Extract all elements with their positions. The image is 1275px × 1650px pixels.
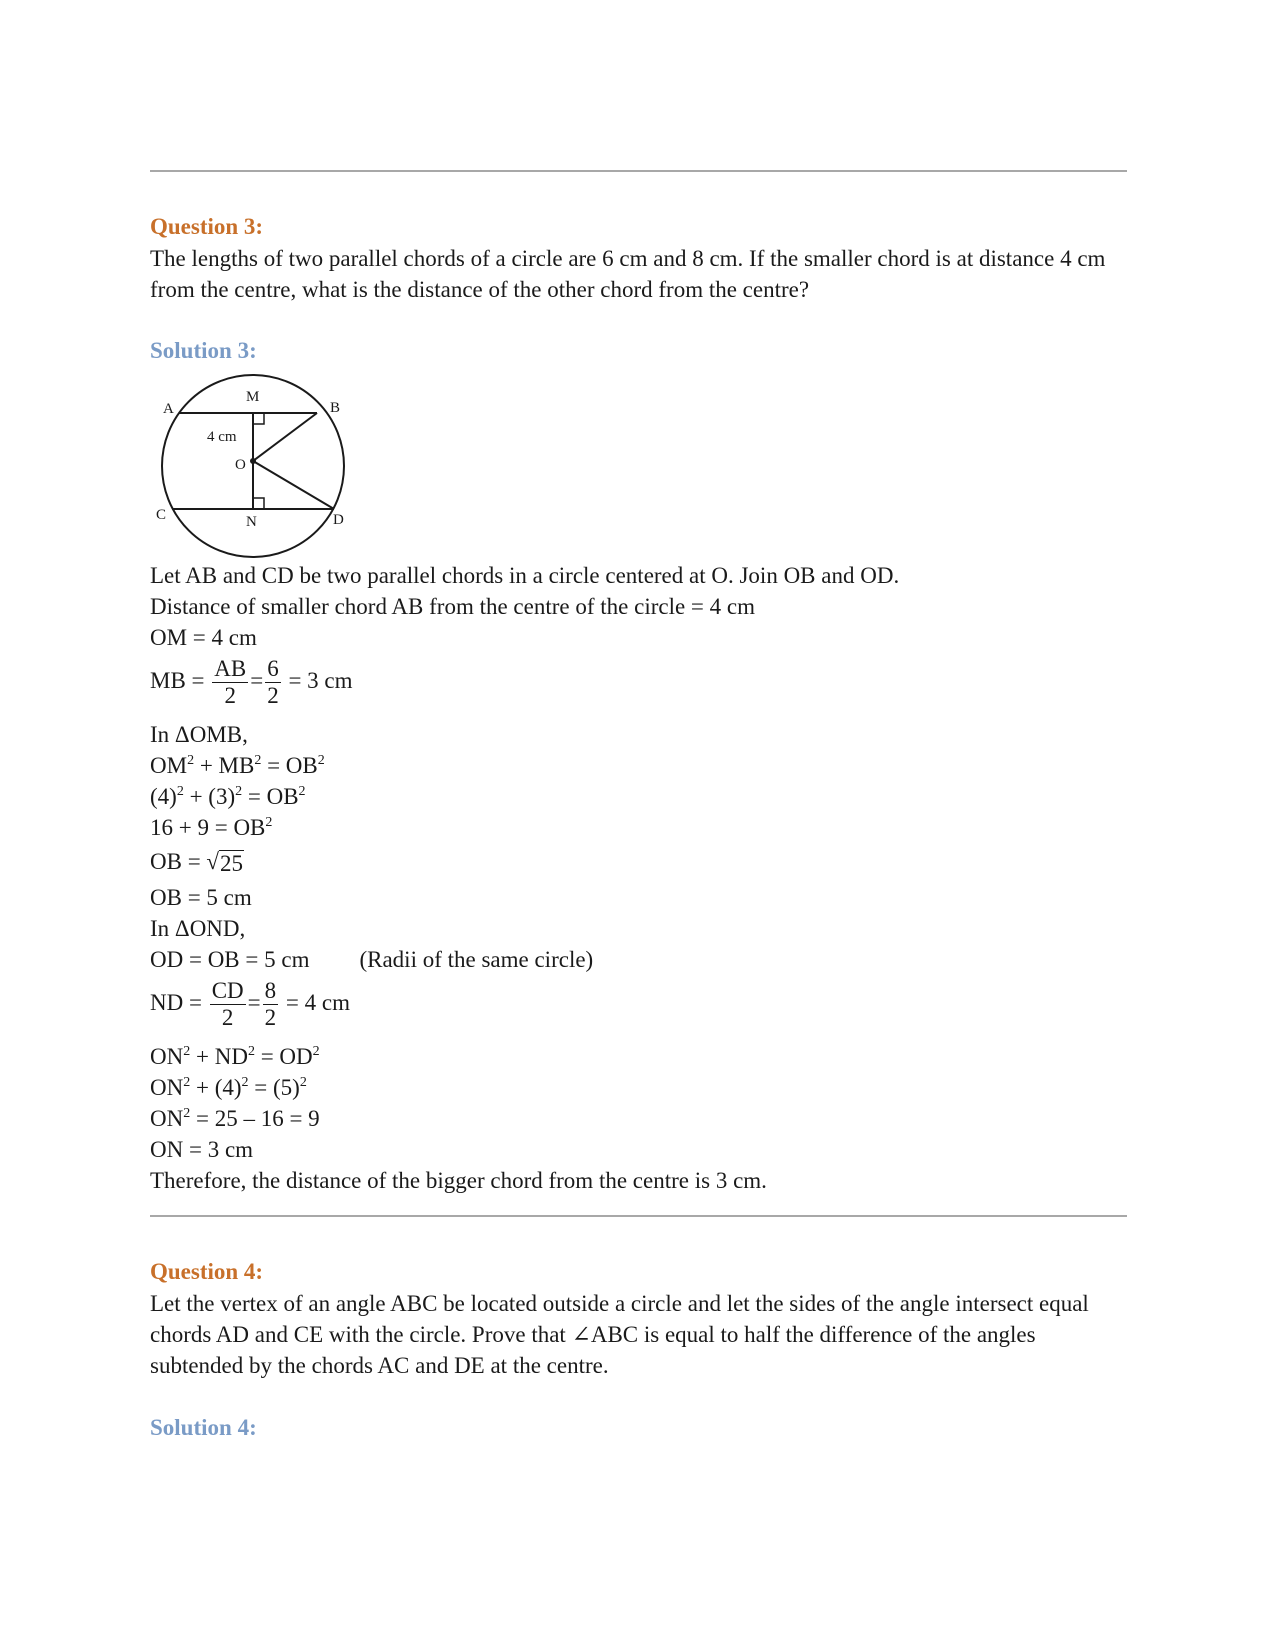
solution-4-heading: Solution 4: (150, 1415, 257, 1440)
solution-line-3: OM = 4 cm (150, 625, 257, 650)
on-result: ON = 3 cm (150, 1137, 254, 1162)
fraction-8-over-2: $\frac{8}{2}$ (264, 978, 277, 1030)
fraction-cd-over-2: $\frac{CD}{2}$ (211, 978, 244, 1030)
solution-3-heading: Solution 3: (150, 338, 257, 363)
equation-2: $(4)^2 + (3)^2 = OB^2$ (150, 784, 306, 809)
radii-note: (Radii of the same circle) (359, 947, 594, 972)
od-ob-line: OD = OB = 5 cm (Radii of the same circle) (150, 947, 594, 972)
label-a: A (163, 401, 174, 417)
label-b: B (330, 400, 341, 416)
equation-1: $OM^2 + MB^2 = OB^2$ (150, 753, 325, 778)
ob-result: OB = 5 cm (150, 885, 252, 910)
equation-5: $ON^2 + (4)^2 = (5)^2$ (150, 1075, 307, 1100)
segment-ob (253, 413, 317, 461)
question-4-text: Let the vertex of an angle ABC be located outside a circle and let the sides of the angle intersect equal chords AD and CE with the circle. Prove that ∠ABC is equal to half the difference of the angles subtended by the chords AC and DE at the centre. (150, 1291, 1089, 1378)
centre-point (250, 458, 256, 464)
label-n: N (246, 514, 257, 530)
mb-equation: MB = $\frac{AB}{2}$ = $\frac{6}{2}$ = 3 cm (150, 656, 353, 708)
triangle-omb-label: In ΔOMB, (150, 722, 248, 747)
top-divider (150, 170, 1127, 172)
conclusion: Therefore, the distance of the bigger chord from the centre is 3 cm. (150, 1168, 767, 1193)
nd-equation: ND = $\frac{CD}{2}$ = $\frac{8}{2}$ = 4 cm (150, 978, 350, 1030)
segment-od (253, 461, 334, 509)
triangle-ond-label: In ΔOND, (150, 916, 246, 941)
label-d: D (333, 512, 344, 528)
fraction-ab-over-2: $\frac{AB}{2}$ (214, 656, 247, 708)
label-c: C (156, 507, 167, 523)
circle-chords-diagram (150, 366, 350, 566)
question-3-heading: Question 3: (150, 214, 264, 239)
fraction-6-over-2: $\frac{6}{2}$ (267, 656, 279, 708)
right-angle-mark-m (253, 413, 264, 424)
solution-line-2: Distance of smaller chord AB from the centre of the circle = 4 cm (150, 594, 755, 619)
right-angle-mark-n (253, 498, 264, 509)
question-3-text: The lengths of two parallel chords of a circle are 6 cm and 8 cm. If the smaller chord is at distance 4 cm from the centre, what is the distance of the other chord from the centre? (150, 246, 1106, 302)
square-root: √ 25 (206, 849, 244, 876)
sqrt-equation: OB = √ 25 (150, 846, 244, 877)
label-o: O (235, 457, 246, 473)
equation-3: $16 + 9 = OB^2$ (150, 815, 273, 840)
equation-6: $ON^2 = 25 - 16 = 9$ (150, 1106, 320, 1131)
label-4cm: 4 cm (207, 429, 237, 445)
middle-divider (150, 1215, 1127, 1217)
question-4-heading: Question 4: (150, 1259, 264, 1284)
label-m: M (246, 389, 260, 405)
equation-4: $ON^2 + ND^2 = OD^2$ (150, 1044, 320, 1069)
solution-line-1: Let AB and CD be two parallel chords in a circle centered at O. Join OB and OD. (150, 563, 900, 588)
